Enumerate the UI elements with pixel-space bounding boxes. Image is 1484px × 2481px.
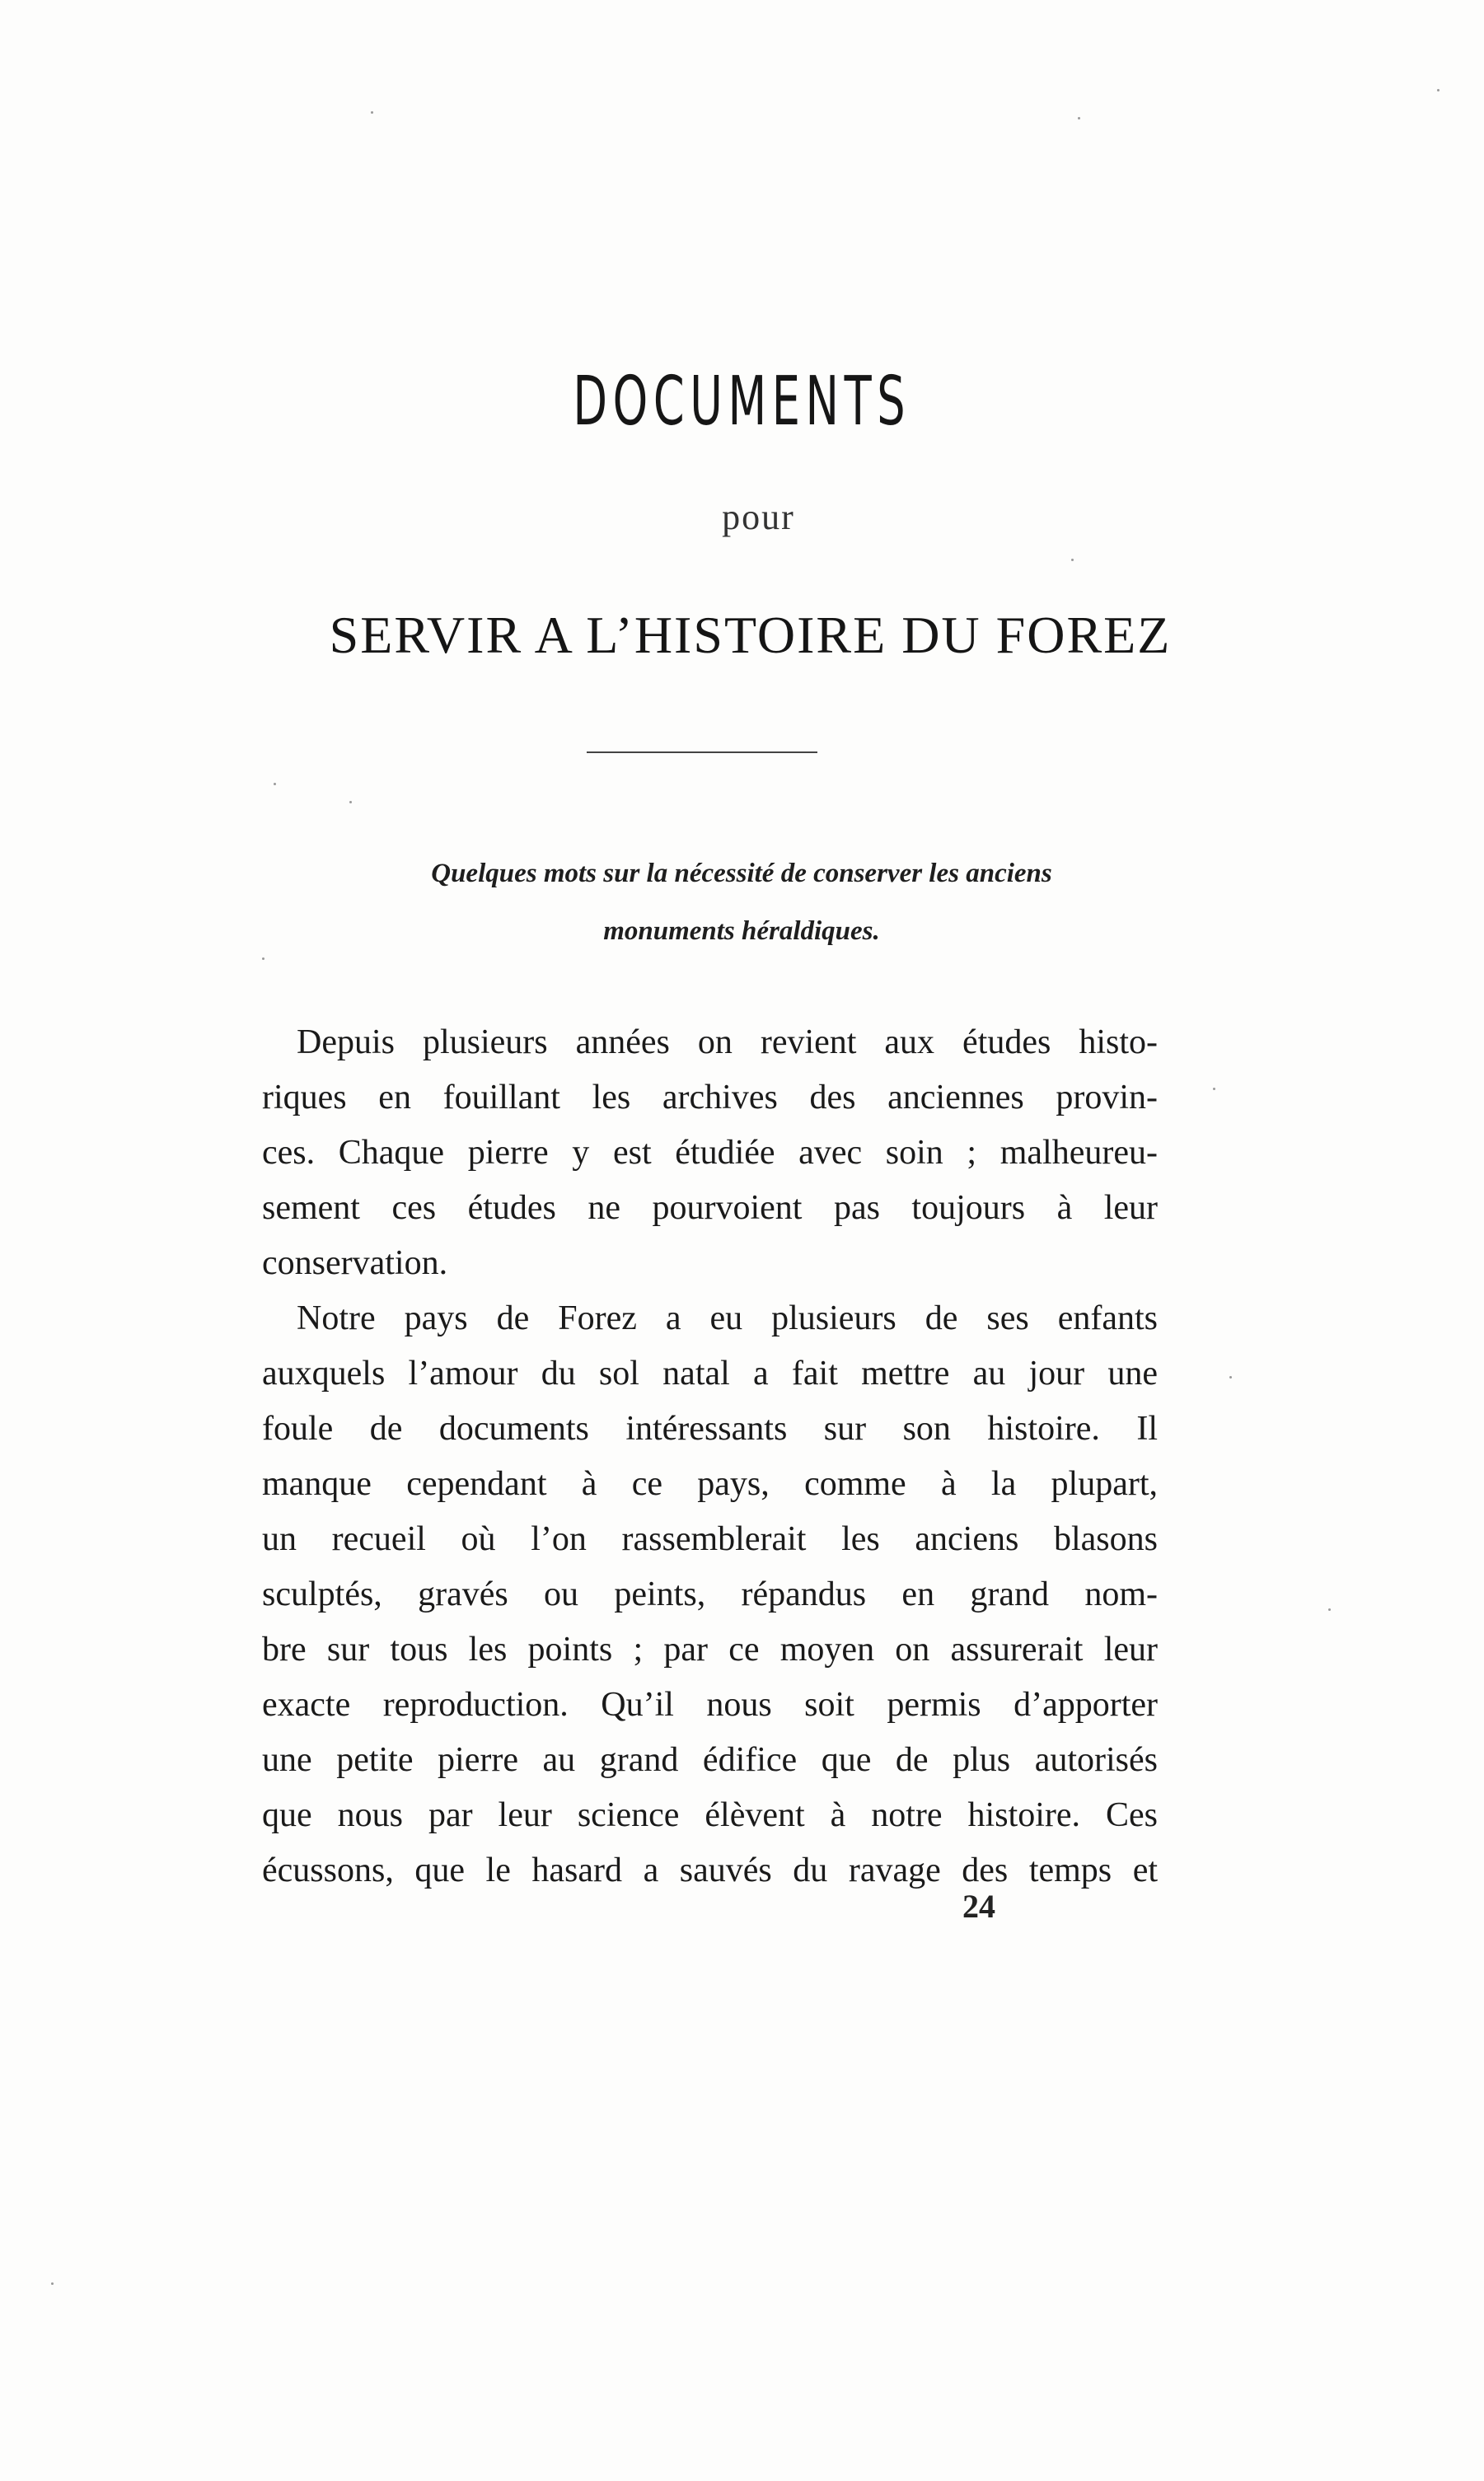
text-line: exacte reproduction. Qu’il nous soit permis d’apporter	[262, 1686, 1158, 1724]
text-line: manque cependant à ce pays, comme à la plupart,	[262, 1465, 1158, 1503]
text-line: que nous par leur science élèvent à notre histoire. Ces	[262, 1796, 1158, 1834]
paper-speck	[51, 2282, 54, 2285]
paper-speck	[274, 783, 276, 785]
paper-speck	[1437, 89, 1440, 91]
text-line: conservation.	[262, 1244, 448, 1282]
paper-speck	[1328, 1608, 1331, 1611]
page-subtitle: SERVIR A L’HISTOIRE DU FOREZ	[329, 606, 1172, 664]
paper-speck	[262, 957, 264, 960]
paper-speck	[1229, 1376, 1232, 1379]
text-line: foule de documents intéressants sur son histoire. Il	[262, 1410, 1158, 1448]
text-line: riques en fouillant les archives des anciennes provin-	[262, 1079, 1158, 1116]
page-number: 24	[962, 1888, 995, 1925]
paper-speck	[371, 111, 373, 114]
title-divider	[587, 751, 817, 753]
text-line: écussons, que le hasard a sauvés du ravage des temps et	[262, 1851, 1158, 1889]
body-text	[262, 1015, 1158, 1898]
text-line: ces. Chaque pierre y est étudiée avec soin ; malheureu-	[262, 1134, 1158, 1172]
page-title: DOCUMENTS	[573, 363, 911, 441]
paper-speck	[1071, 559, 1074, 561]
title-connector: pour	[722, 497, 795, 537]
text-line: sculptés, gravés ou peints, répandus en grand nom-	[262, 1575, 1158, 1613]
text-line: une petite pierre au grand édifice que de plus autorisés	[262, 1741, 1158, 1779]
section-heading-line-2: monuments héraldiques.	[603, 916, 880, 946]
text-line: Depuis plusieurs années on revient aux études histo-	[297, 1023, 1158, 1061]
text-line: sement ces études ne pourvoient pas toujours à leur	[262, 1189, 1158, 1227]
text-line: un recueil où l’on rassemblerait les anciens blasons	[262, 1520, 1158, 1558]
text-line: Notre pays de Forez a eu plusieurs de ses enfants	[297, 1299, 1158, 1337]
paper-speck	[1213, 1088, 1215, 1090]
paper-speck	[349, 801, 352, 803]
section-heading-line-1: Quelques mots sur la nécessité de conserver les anciens	[431, 859, 1052, 888]
section-heading	[247, 845, 1236, 960]
paper-speck	[1078, 117, 1080, 119]
text-line: bre sur tous les points ; par ce moyen on assurerait leur	[262, 1631, 1158, 1669]
text-line: auxquels l’amour du sol natal a fait mettre au jour une	[262, 1355, 1158, 1393]
